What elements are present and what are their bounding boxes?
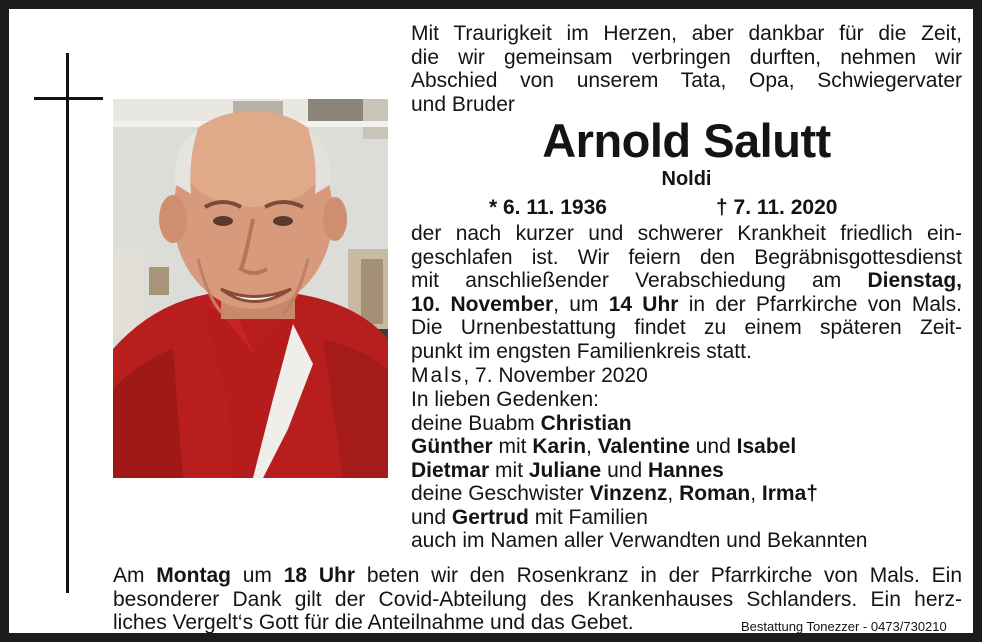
notice-date: , 7. November 2020 [463, 364, 648, 387]
rosary-time: 18 Uhr [283, 564, 356, 587]
rosary-day: Montag [156, 564, 231, 587]
body-line: geschlafen ist. Wir feiern den Begräbnisgottesdienst [411, 245, 962, 269]
cross-horizontal-bar [34, 97, 103, 100]
funeral-time: 14 Uhr [608, 292, 679, 316]
intro-line: und Bruder [411, 92, 515, 116]
mourner-line: auch im Namen aller Verwandten und Bekannten [411, 529, 868, 552]
deceased-name: Arnold Salutt [542, 114, 831, 167]
body-line: mit anschließender Verabschiedung am Dienstag, [411, 269, 962, 292]
birth-date: * 6. 11. 1936 [489, 196, 607, 219]
portrait-illustration [113, 99, 388, 478]
mourner-line: und Gertrud mit Familien [411, 505, 648, 529]
closing-line: liches Vergelt‘s Gott für die Anteilnahme und das Gebet. [113, 611, 634, 634]
body-line: Die Urnenbestattung findet zu einem späteren Zeit- [411, 316, 962, 339]
deceased-cross-icon: † [806, 482, 818, 505]
funeral-date: 10. November [411, 292, 554, 316]
intro-line: die wir gemeinsam verbringen durften, nehmen wir [411, 45, 962, 69]
mourners-list [411, 388, 867, 553]
body-line: 10. November, um 14 Uhr in der Pfarrkirche von Mals. [411, 292, 962, 316]
place-town: Mals [411, 364, 464, 387]
mourner-line: Günther mit Karin, Valentine und Isabel [411, 435, 797, 458]
mourner-line: Dietmar mit Juliane und Hannes [411, 458, 724, 482]
place-and-date [411, 364, 648, 388]
body-line: der nach kurzer und schwerer Krankheit friedlich ein- [411, 222, 962, 245]
intro-text [411, 22, 962, 116]
intro-line: Mit Traurigkeit im Herzen, aber dankbar für die Zeit, [411, 22, 962, 45]
deceased-nickname: Noldi [661, 168, 712, 190]
cross-vertical-bar [66, 53, 69, 593]
mourners-heading: In lieben Gedenken: [411, 388, 599, 411]
undertaker-credit: Bestattung Tonezzer - 0473/730210 [741, 619, 947, 634]
closing-line: Am Montag um 18 Uhr beten wir den Rosenkranz in der Pfarrkirche von Mals. Ein [113, 564, 963, 587]
mourner-line: deine Buabm Christian [411, 411, 632, 435]
closing-line: besonderer Dank gilt der Covid-Abteilung des Krankenhauses Schlanders. Ein herz- [113, 587, 962, 611]
body-line: punkt im engsten Familienkreis statt. [411, 339, 752, 363]
portrait-photo [113, 99, 388, 478]
death-date: † 7. 11. 2020 [716, 196, 838, 219]
funeral-details [411, 222, 962, 363]
intro-line: Abschied von unserem Tata, Opa, Schwiegervater [411, 69, 962, 92]
funeral-day: Dienstag, [867, 269, 962, 292]
mourner-line: deine Geschwister Vinzenz, Roman, Irma† [411, 482, 818, 505]
